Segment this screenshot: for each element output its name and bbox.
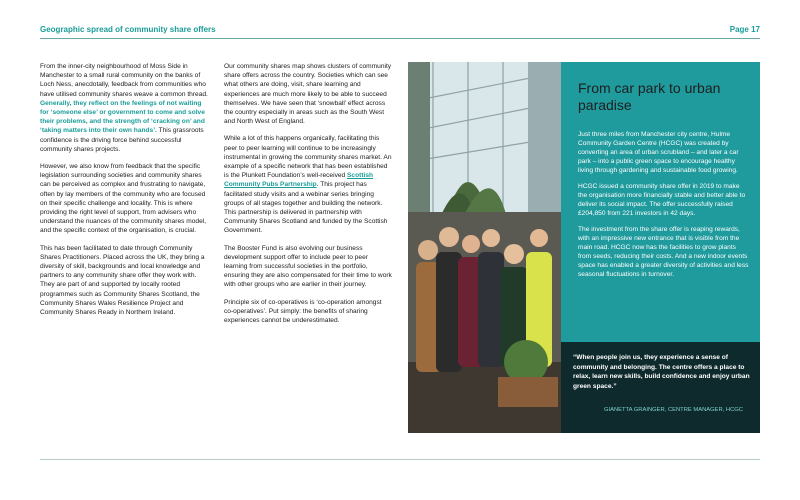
- footer-divider: [40, 459, 760, 460]
- page-header: [40, 25, 760, 39]
- paragraph: Our community shares map shows clusters of community share offers across the country. Societies which can see what others are doing, visit, share learning and experiences are much more likely to be able to succeed themselves. We have seen that ‘snowball’ effect across the country especially in areas such as the South West and North West of England.: [224, 63, 392, 126]
- quote-box: [561, 342, 760, 433]
- group-photo-illustration: [408, 62, 561, 433]
- paragraph: From the inner-city neighbourhood of Moss Side in Manchester to a small rural community on the banks of Loch Ness, anecdotally, feedback from communities who have utilised community shares weave a common thread. Generally, they reflect on the feelings of not waiting for ‘someone else’ or government to come and solve their problems, and the strength of ‘cracking on’ and ‘taking matters into their own hands’. This grassroots confidence is the driving force behind successful community shares projects.: [40, 63, 208, 153]
- paragraph: The Booster Fund is also evolving our business development support offer to include peer to peer learning from successful societies in the portfolio, ensuring they are also compensated for their time to work with other groups who are earlier in their journey.: [224, 244, 392, 289]
- text-column-1: [40, 62, 208, 325]
- paragraph: Principle six of co-operatives is ‘co-operation amongst co-operatives’. Put simply: the benefits of sharing experiences cannot be underestimated.: [224, 298, 382, 325]
- paragraph: This has been facilitated to date through Community Shares Practitioners. Placed across the UK, they bring a diversity of skill, backgrounds and local knowledge and partners to any community share offer they work with. They are part of and supported by locally rooted programmes such as Community Shares Scotland, the Community Shares Wales Resilience Project and Community Shares Ready in Northern Ireland.: [40, 244, 205, 317]
- text-column-2: [224, 62, 392, 333]
- header-divider: [40, 38, 760, 39]
- group-photo: [408, 62, 561, 433]
- paragraph: Just three miles from Manchester city centre, Hulme Community Garden Centre (HCGC) was created by converting an area of urban scrubland – and later a car park – into a public green space to encourage healthy living through gardening and sustainable food growing.: [578, 131, 739, 174]
- scottish-pubs-partnership-link[interactable]: Scottish Community Pubs Partnership: [224, 172, 374, 189]
- paragraph: However, we also know from feedback that the specific legislation surrounding societies and community shares can be perceived as complex and frustrating to navigate, often by lay members of the community who are focused on their specific challenge and locality. This is where providing the right level of support, from advisers who understand the nuances of the community shares model, and the specific context of the organisation, is crucial.: [40, 163, 207, 235]
- case-study-title: From car park to urban paradise: [578, 80, 721, 113]
- case-study-body: [578, 130, 750, 286]
- paragraph: The investment from the share offer is reaping rewards, with an impressive new entrance that is visible from the main road. HCGC now has the facilities to grow plants from seeds, reducing their costs. And a new indoor events space has enabled a greater diversity of activities and less seasonal fluctuations in turnover.: [578, 226, 749, 278]
- paragraph: HCGC issued a community share offer in 2019 to make the organisation more financially stable and better able to deliver its social impact. The offer successfully raised £204,850 from 221 investors in 42 days.: [578, 183, 746, 217]
- page-number: Page 17: [729, 25, 760, 34]
- paragraph: While a lot of this happens organically, facilitating this peer to peer learning will continue to be increasingly instrumental in growing the community shares market. An example of a specific network that has been established is the Plunkett Foundation’s well-received Scottish Community Pubs Partnership. This project has facilitated study visits and a webinar series bringing groups of all stages together and building the network. This partnership is delivered in partnership with Community Shares Scotland and funded by the Scottish Government.: [224, 135, 392, 235]
- quote-text: “When people join us, they experience a sense of community and belonging. The centre offers a place to relax, learn new skills, build confidence and enjoy urban green space.”: [573, 354, 750, 390]
- highlighted-text: Generally, they reflect on the feelings of not waiting for ‘someone else’ or government to come and solve their problems, and the strength of ‘cracking on’ and ‘taking matters into their own hands’.: [40, 99, 205, 135]
- section-title: Geographic spread of community share offers: [40, 25, 216, 34]
- quote-attribution: GIANETTA GRAINGER, CENTRE MANAGER, HCGC: [603, 407, 743, 413]
